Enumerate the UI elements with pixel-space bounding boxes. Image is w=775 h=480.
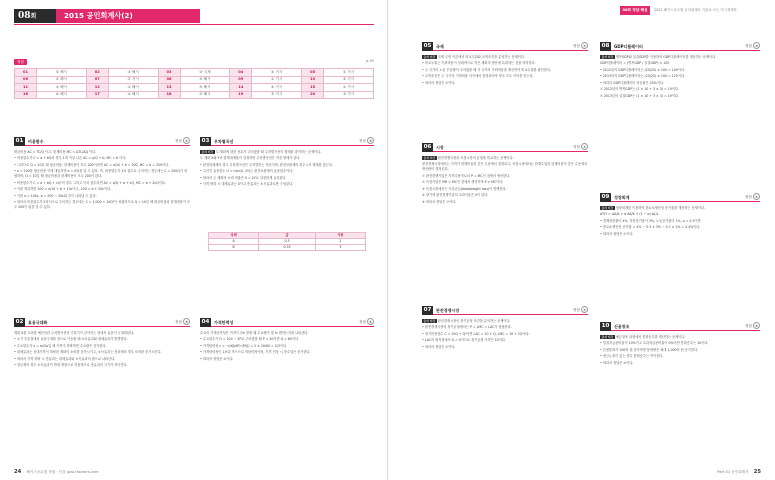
body-line bbox=[200, 150, 374, 155]
body-line: • 두 국가의 노동 투입량이 주어졌을 때 각 국가의 기회비용을 계산하여 비교우위를 판단한다. bbox=[422, 67, 551, 72]
body-line: ⑤ 따라서 정답은 ②이다. bbox=[422, 199, 457, 204]
section-08-body bbox=[600, 55, 760, 185]
right-footer bbox=[717, 468, 761, 476]
running-header bbox=[388, 6, 775, 18]
preference-table bbox=[208, 232, 366, 251]
answer-value: ④ 거시 bbox=[252, 69, 302, 77]
answer-value: ① 해시 bbox=[36, 84, 86, 92]
running-header-tab: 08회 정답·해설 bbox=[620, 6, 650, 15]
section-02-header bbox=[14, 318, 190, 327]
body-line: ① 2012년의 명목GDP는 (1 × 10 + 3 × 3) = 19이다. bbox=[600, 87, 679, 92]
answer-row bbox=[15, 76, 374, 84]
table-row bbox=[209, 245, 366, 251]
table-header: 갑 bbox=[259, 233, 316, 239]
section-answer: 정답 ⑤ bbox=[745, 42, 760, 51]
answer-number: 13 bbox=[158, 84, 180, 92]
note-tag: 출제 배경 bbox=[423, 156, 436, 160]
table-cell: 0.3 bbox=[259, 239, 316, 245]
answer-value: ② 해시 bbox=[36, 76, 86, 84]
answer-number: 20 bbox=[302, 91, 324, 99]
body-text: 성장회계를 이용하여 총요소생산성 증가율을 계산하는 문제이다. bbox=[615, 206, 705, 210]
body-line: • 2012년의 GDP디플레이터는 (20/20) × 100 = 100이다. bbox=[600, 67, 685, 72]
section-answer: 정답 ③ bbox=[175, 318, 190, 327]
section-title: 비용함수 bbox=[28, 139, 44, 144]
answer-number: 07 bbox=[86, 76, 108, 84]
note-tag: 출제 배경 bbox=[601, 335, 614, 339]
answer-number: 09 bbox=[230, 76, 252, 84]
page-number: 24 bbox=[14, 469, 22, 475]
chapter-header bbox=[14, 9, 200, 23]
body-line: ① 완전경쟁기업은 가격수용자로서 P = MC인 점에서 생산한다. bbox=[422, 173, 511, 178]
section-title: 성장회계 bbox=[614, 195, 630, 200]
section-title: 무차별곡선 bbox=[214, 139, 234, 144]
body-line: • 따라서 정답은 ④이다. bbox=[600, 360, 634, 365]
answer-value: ③ 국제 bbox=[180, 69, 230, 77]
body-line: • 그러므로 Q = 10일 때 평균비용, 한계비용이 모두 200이라면 AC = a/10 + b = 200, MC = b = 200이다. bbox=[14, 162, 170, 167]
answer-value: ③ 해시 bbox=[108, 69, 158, 77]
answer-number: 15 bbox=[302, 84, 324, 92]
answer-number: 03 bbox=[158, 69, 180, 77]
section-number: 01 bbox=[15, 138, 24, 144]
body-line: ② 독점기업은 MR = MC인 점에서 생산하며 P > MC이다. bbox=[422, 180, 504, 185]
note-tag: 출제 배경 bbox=[201, 150, 214, 154]
body-line: • 완전대체재의 경우 무차별곡선은 우하향하는 직선이며, 완전보완재의 경우 L자 형태를 갖는다. bbox=[200, 162, 333, 167]
answer-value: ① 거시 bbox=[252, 76, 302, 84]
section-07-body bbox=[422, 319, 588, 449]
section-01-body bbox=[14, 150, 190, 290]
table-cell: B bbox=[209, 245, 259, 251]
body-line: • 가격 변화 시 대체효과는 0이고 총효과는 소득효과로만 구성된다. bbox=[200, 182, 294, 187]
section-number: 03 bbox=[201, 138, 210, 144]
body-line: • 따라서 정답은 ②이다. bbox=[422, 80, 456, 85]
answer-number: 04 bbox=[230, 69, 252, 77]
section-06-body bbox=[422, 156, 588, 296]
footer-text: 해커스공무원 학원 · 인강 gosi.Hackers.com bbox=[26, 470, 99, 474]
section-03-body bbox=[200, 150, 374, 220]
section-06-header bbox=[422, 143, 588, 152]
body-text: 완전경쟁시장의 장기균형 조건을 분석하는 문제이다. bbox=[437, 319, 511, 323]
section-title: 효용극대화 bbox=[28, 320, 48, 325]
answer-value: ④ 해시 bbox=[108, 91, 158, 99]
body-line: • 경제성장률이 4%, 자본증가율이 3%, 노동증가율이 1%, α = 0.3이면 bbox=[600, 218, 701, 223]
answer-number: 19 bbox=[230, 91, 252, 99]
section-title: GDP디플레이터 bbox=[614, 44, 643, 49]
note-tag: 출제 배경 bbox=[601, 55, 614, 59]
body-text: 두 재화에 대한 선호가 주어졌을 때 무차별곡선의 형태를 파악하는 문제이다. bbox=[215, 150, 322, 154]
body-text: 국제 무역 이론에서 비교우위와 교역조건을 분석하는 문제이다. bbox=[437, 55, 525, 59]
body-line: • 총요소생산성 증가율 = 4% − 0.3 × 3% − 0.7 × 1% = 2.4%이다. bbox=[600, 225, 701, 230]
section-number: 07 bbox=[423, 307, 432, 313]
answer-row bbox=[15, 84, 374, 92]
answer-value: ④ 거시 bbox=[252, 84, 302, 92]
footer-text: Part 01 공인회계사 bbox=[717, 470, 749, 474]
section-answer: 정답 ③ bbox=[359, 137, 374, 146]
section-01-header bbox=[14, 137, 190, 146]
body-line bbox=[600, 335, 760, 340]
body-line: • 열등재의 경우 소득효과가 반대 방향으로 작용하므로 총효과의 크기가 작아진다. bbox=[14, 363, 128, 368]
answer-value: ② 해시 bbox=[180, 91, 230, 99]
body-line: • 2013년의 GDP디플레이터는 (25/20) × 100 = 125이다. bbox=[600, 74, 685, 79]
page-title: 2015 공인회계사(2) bbox=[56, 9, 200, 23]
answer-value: ⑤ 해시 bbox=[180, 84, 230, 92]
note-tag: 출제 배경 bbox=[601, 206, 614, 210]
answer-value: ④ 해시 bbox=[36, 91, 86, 99]
section-answer: 정답 ④ bbox=[745, 322, 760, 331]
section-number: 06 bbox=[423, 144, 432, 150]
chapter-number: 08회 bbox=[14, 9, 56, 23]
answer-number: 01 bbox=[15, 69, 37, 77]
body-line: • 장기비용함수 C = 10Q + Q²이면 LAC = 10 + Q, LMC = 10 + 2Q이다. bbox=[422, 331, 530, 336]
section-10-header bbox=[600, 322, 760, 331]
section-title: 신용창조 bbox=[614, 324, 630, 329]
section-09-body bbox=[600, 206, 760, 316]
body-line: • 비교우위는 기회비용이 상대적으로 작은 재화의 생산에 특화하는 것을 의미한다. bbox=[422, 61, 536, 66]
section-02-body bbox=[14, 331, 190, 451]
body-line: • 초기 부존점에서 효용극대화 점으로 이동할 때 소득효과와 대체효과가 발생한다. bbox=[14, 337, 128, 342]
table-header: 사용 bbox=[315, 233, 365, 239]
answer-value: ① 해시 bbox=[108, 84, 158, 92]
page-reference: p.35 bbox=[366, 59, 374, 63]
section-03-header bbox=[200, 137, 374, 146]
body-line: ② 2013년의 실질GDP는 (1 × 10 + 3 × 3) = 19이다. bbox=[600, 93, 679, 98]
section-answer: 정답 ① bbox=[745, 193, 760, 202]
left-page bbox=[0, 0, 387, 480]
section-answer: 정답 ② bbox=[573, 143, 588, 152]
body-line: ③ 독점시장에서는 사중손실(deadweight loss)이 발생한다. bbox=[422, 186, 507, 191]
section-07-header bbox=[422, 306, 588, 315]
body-line: • a = 200을 평균비용 식에 대입하면 a = 0임을 알 수 있다. 즉, 비용함수가 1차 함수로 주어지는 경우에는 C = 200Q가 성립하며, Q = 10일 때 평균비용과 한계비용이 모두 200이 된다. bbox=[14, 169, 187, 179]
body-text: 예금창조 과정에서 통화승수를 계산하는 문제이다. bbox=[615, 335, 686, 339]
answer-number: 17 bbox=[86, 91, 108, 99]
section-05-header bbox=[422, 42, 588, 51]
answer-number: 16 bbox=[15, 91, 37, 99]
body-text: 완전경쟁시장과 독점시장의 균형을 비교하는 문제이다. bbox=[437, 156, 514, 160]
answer-value: ⑤ 해시 bbox=[180, 76, 230, 84]
answer-number: 06 bbox=[15, 76, 37, 84]
running-header-text: 2021 해커스공무원 공인회계사 기출로 보는 미시경제학 bbox=[654, 8, 737, 12]
body-line: • 따라서 정답은 ④이다. bbox=[200, 356, 234, 361]
section-number: 04 bbox=[201, 319, 210, 325]
body-line: • 현금누출이 있는 경우 통화승수는 작아진다. bbox=[600, 354, 664, 359]
body-line: ④ 장기에 완전경쟁기업의 초과이윤은 0이 된다. bbox=[422, 193, 489, 198]
section-answer: 정답 ② bbox=[573, 306, 588, 315]
body-line bbox=[422, 156, 588, 161]
title-divider bbox=[14, 24, 374, 25]
left-footer bbox=[14, 468, 99, 476]
section-title: 완전경쟁시장 bbox=[436, 308, 460, 313]
answer-row bbox=[15, 69, 374, 77]
body-line: • 교역조건은 두 국가의 기회비용 사이에서 결정되어야 양국 모두 이익을 얻는다. bbox=[422, 74, 534, 79]
table-cell: A bbox=[209, 239, 259, 245]
table-header: 상태 bbox=[209, 233, 259, 239]
answer-value: ② 해시 bbox=[36, 69, 86, 77]
body-line: • 법정지급준비율이 10%이고 초과지급준비율이 0%이면 통화승수는 10이다. bbox=[600, 341, 709, 346]
answer-number: 14 bbox=[230, 84, 252, 92]
body-line: • 따라서 GDP디플레이터 상승률은 25%이다. bbox=[600, 80, 664, 85]
answer-value: ② 거시 bbox=[108, 76, 158, 84]
body-line: • LAC의 최저점에서 Q = 0이므로 장기균형 가격은 10이다. bbox=[422, 338, 506, 343]
answer-number: 11 bbox=[15, 84, 37, 92]
answer-key-header bbox=[14, 59, 374, 66]
section-title: 국제 bbox=[436, 44, 444, 49]
section-number: 08 bbox=[601, 43, 610, 49]
answer-number: 10 bbox=[302, 76, 324, 84]
section-title: 시장 bbox=[436, 145, 444, 150]
section-answer: 정답 ② bbox=[573, 42, 588, 51]
answer-value: ② 거시 bbox=[324, 76, 374, 84]
body-line: • 따라서 비용함수가 2차식으로 주어지는 경우에는 C = 1,000 + 10Q²이 성립하므로 Q = 10일 때 평균비용과 한계비용이 모두 200이 됨을 알 수 있다. bbox=[14, 200, 190, 210]
body-line: • 따라서 정답은 ①이다. bbox=[600, 231, 634, 236]
section-10-body bbox=[600, 335, 760, 450]
section-04-body bbox=[200, 331, 374, 451]
note-tag: 출제 배경 bbox=[423, 319, 436, 323]
body-line: • 비용함수가 C = a + bQ의 경우 1개 이상 나온 AC = a/Q + b, MC = b 이다. bbox=[14, 156, 127, 161]
body-line: 완전경쟁시장에서는 가격이 한계비용과 같은 수준에서 결정되고, 독점시장에서는 한계수입과 한계비용이 같은 수준에서 생산량이 결정된다. bbox=[422, 162, 588, 172]
body-line bbox=[600, 206, 760, 211]
answer-number: 18 bbox=[158, 91, 180, 99]
body-line: 재화 X를 고려한 예산선과 무차별곡선의 기울기가 같아지는 점에서 효용이 극대화된다. bbox=[14, 331, 135, 335]
answer-number: 05 bbox=[302, 69, 324, 77]
body-line: • 대체효과는 상대가격이 하락한 재화의 소비를 증가시키고, 소득효과는 정상재의 경우 소비를 증가시킨다. bbox=[14, 350, 162, 355]
answer-value: ③ 거시 bbox=[324, 91, 374, 99]
body-line: • 따라서 가격 하락 시 총효과는 대체효과와 소득효과의 합으로 나타난다. bbox=[14, 356, 116, 361]
section-answer: 정답 ④ bbox=[359, 318, 374, 327]
answer-row bbox=[15, 91, 374, 99]
body-line bbox=[600, 55, 760, 60]
body-line: • 수요함수가 Q = 100 − 2P로 주어졌을 때 P = 20이면 Q = 60이다. bbox=[200, 337, 300, 342]
section-answer: 정답 ② bbox=[175, 137, 190, 146]
body-line: ΔY/Y = ΔA/A + α·ΔK/K + (1 − α)·ΔL/L bbox=[600, 212, 659, 217]
body-line: • 가격탄력성이 1보다 작으므로 비탄력적이며, 가격 인상 시 총수입은 증가한다. bbox=[200, 350, 311, 355]
body-line: 평균비용 AC = TC/Q 이고, 한계비용 MC = ΔTC/ΔQ 이다. bbox=[14, 150, 97, 154]
body-line: GDP디플레이터 = (명목GDP / 실질GDP) × 100 bbox=[600, 61, 670, 66]
body-line bbox=[422, 319, 588, 324]
answer-value: ② 거시 bbox=[252, 91, 302, 99]
note-tag: 출제 배경 bbox=[423, 55, 436, 59]
section-title: 가격탄력성 bbox=[214, 320, 234, 325]
section-number: 10 bbox=[601, 323, 610, 329]
section-number: 05 bbox=[423, 43, 432, 49]
body-line: • 주어진 효용함수 U = min(X, 2Y)는 완전보완재의 효용함수이다. bbox=[200, 169, 294, 174]
body-line bbox=[422, 55, 588, 60]
section-09-header bbox=[600, 193, 760, 202]
body-line: • 완전경쟁시장의 장기균형에서는 P = LMC = LAC가 성립한다. bbox=[422, 325, 512, 330]
section-08-header bbox=[600, 42, 760, 51]
table-cell: 0.33 bbox=[259, 245, 316, 251]
section-04-header bbox=[200, 318, 374, 327]
body-line: • 이를 a = 100c, b = 200 − 20c와 같이 나타낼 수 있다. bbox=[14, 193, 97, 198]
body-line: • 수요함수가 x = m/2p일 때 가격이 하락하면 수요량은 증가한다. bbox=[14, 343, 107, 348]
body-line: 두 재화 X와 Y의 한계대체율이 일정하면 무차별곡선은 직선 형태가 된다. bbox=[200, 156, 301, 161]
section-05-body bbox=[422, 55, 588, 135]
right-page bbox=[388, 0, 775, 480]
answer-key-table bbox=[14, 68, 374, 99]
answer-value: ① 거시 bbox=[324, 84, 374, 92]
page-number: 25 bbox=[753, 469, 761, 475]
section-number: 02 bbox=[15, 319, 24, 325]
body-line: • 비용함수가 C = a + bQ + cQ²의 경우 그리고 이차 함수라면 AC = a/Q + b + cQ, MC = b + 2cQ이다. bbox=[14, 180, 166, 185]
answer-number: 02 bbox=[86, 69, 108, 77]
answer-key-badge: 정답 bbox=[14, 59, 27, 65]
section-number: 09 bbox=[601, 194, 610, 200]
body-line: • 본원통화가 100억 원 증가하면 통화량은 최대 1,000억 원 증가한다. bbox=[600, 347, 699, 352]
answer-value: ② 거시 bbox=[324, 69, 374, 77]
body-line: • 따라서 두 재화의 소비 비율은 X = 2Y로 일정하게 유지된다. bbox=[200, 175, 287, 180]
table-cell: 3 bbox=[315, 245, 365, 251]
body-line: • 따라서 정답은 ②이다. bbox=[422, 344, 456, 349]
body-text: 명목GDP와 실질GDP를 이용하여 GDP디플레이터를 계산하는 문제이다. bbox=[615, 55, 717, 59]
answer-number: 12 bbox=[86, 84, 108, 92]
body-line: 수요의 가격탄력성은 가격이 1% 변할 때 수요량이 몇 % 변하는지를 나타낸다. bbox=[200, 331, 309, 335]
table-cell: 2 bbox=[315, 239, 365, 245]
body-line: • 가격탄력성 ε = −(dQ/dP)·(P/Q) = 2 × 20/60 = 2/3이다. bbox=[200, 343, 288, 348]
answer-number: 08 bbox=[158, 76, 180, 84]
body-line: • 이를 정리하면 200 = a/10 + b + 10c이고, 200 = b + 20c이다. bbox=[14, 187, 112, 192]
